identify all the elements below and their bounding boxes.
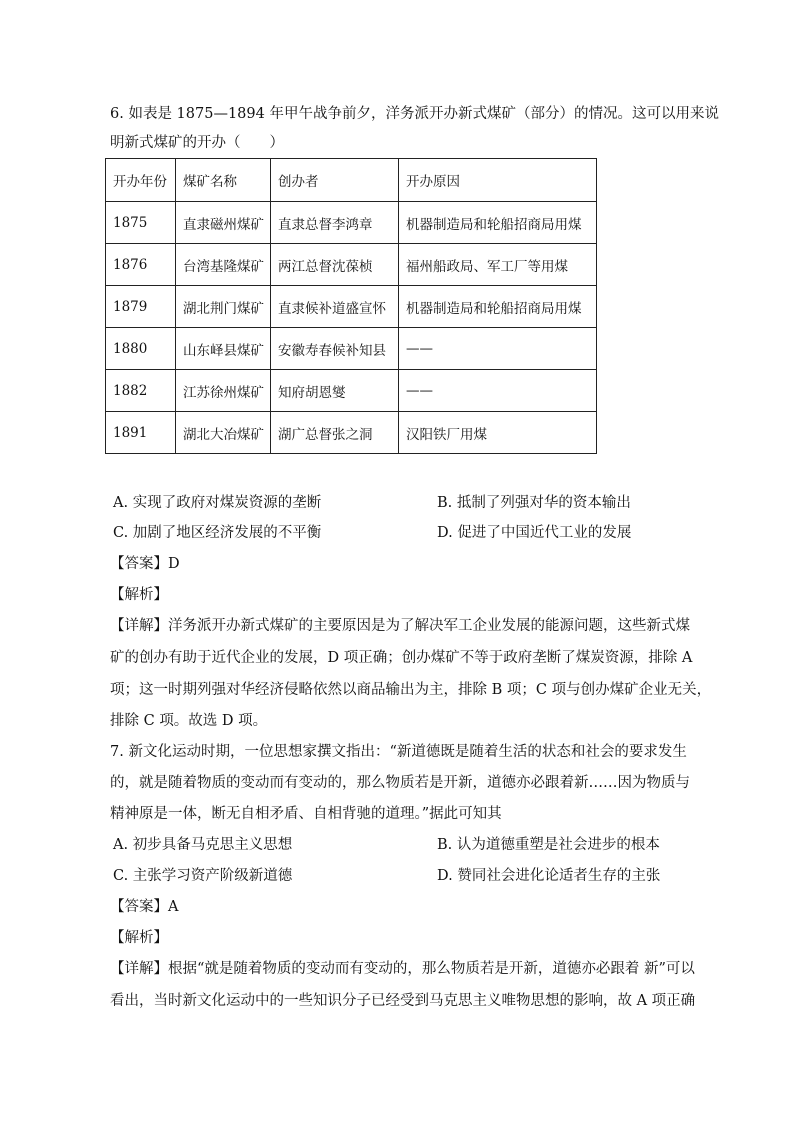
table-cell: 江苏徐州煤矿 bbox=[176, 370, 271, 412]
q6-answer: 【答案】D bbox=[110, 556, 180, 572]
table-cell: 1882 bbox=[106, 370, 176, 412]
table-cell: 1876 bbox=[106, 244, 176, 286]
table-row bbox=[106, 244, 597, 286]
table-row bbox=[106, 412, 597, 454]
table-cell: —— bbox=[399, 370, 597, 412]
q6-stem-line1: 6. 如表是 1875—1894 年甲午战争前夕，洋务派开办新式煤矿（部分）的情况。这可以用来说 bbox=[110, 106, 719, 122]
table-cell: 直隶磁州煤矿 bbox=[176, 202, 271, 244]
q7-detail-line: 看出，当时新文化运动中的一些知识分子已经受到马克思主义唯物思想的影响，故 A 项正确 bbox=[110, 993, 696, 1009]
coal-mine-table bbox=[105, 158, 597, 454]
header-year: 开办年份 bbox=[106, 159, 176, 202]
q6-detail-line: 【详解】洋务派开办新式煤矿的主要原因是为了解决军工企业发展的能源问题，这些新式煤 bbox=[110, 618, 690, 634]
header-reason: 开办原因 bbox=[399, 159, 597, 202]
table-cell: 知府胡恩燮 bbox=[271, 370, 399, 412]
q7-option-d: D. 赞同社会进化论适者生存的主张 bbox=[437, 868, 661, 884]
q7-option-c: C. 主张学习资产阶级新道德 bbox=[113, 868, 293, 884]
table-cell: 两江总督沈葆桢 bbox=[271, 244, 399, 286]
header-founder: 创办者 bbox=[271, 159, 399, 202]
q6-analysis-label: 【解析】 bbox=[110, 587, 168, 603]
table-cell: 1879 bbox=[106, 286, 176, 328]
table-row bbox=[106, 328, 597, 370]
q7-stem-line: 精神原是一体，断无自相矛盾、自相背驰的道理。”据此可知其 bbox=[110, 806, 502, 822]
table-cell: 湖北荆门煤矿 bbox=[176, 286, 271, 328]
table-cell: 1880 bbox=[106, 328, 176, 370]
table-cell: 汉阳铁厂用煤 bbox=[399, 412, 597, 454]
q6-option-d: D. 促进了中国近代工业的发展 bbox=[437, 525, 632, 541]
table-cell: —— bbox=[399, 328, 597, 370]
q6-detail-line: 排除 C 项。故选 D 项。 bbox=[110, 713, 268, 729]
table-cell: 湖北大冶煤矿 bbox=[176, 412, 271, 454]
q7-stem-line: 7. 新文化运动时期，一位思想家撰文指出：“新道德既是随着生活的状态和社会的要求发生 bbox=[110, 744, 687, 760]
table-row bbox=[106, 370, 597, 412]
q6-detail-line: 矿的创办有助于近代企业的发展，D 项正确；创办煤矿不等于政府垄断了煤炭资源，排除 A bbox=[110, 650, 693, 666]
table-cell: 安徽寿春候补知县 bbox=[271, 328, 399, 370]
table-cell: 直隶候补道盛宣怀 bbox=[271, 286, 399, 328]
table-header-row bbox=[106, 159, 597, 202]
q7-detail-line: 【详解】根据“就是随着物质的变动而有变动的，那么物质若是开新，道德亦必跟着 新”可以 bbox=[110, 961, 695, 977]
table-row bbox=[106, 202, 597, 244]
table-cell: 1891 bbox=[106, 412, 176, 454]
table-cell: 台湾基隆煤矿 bbox=[176, 244, 271, 286]
table-cell: 山东峄县煤矿 bbox=[176, 328, 271, 370]
table-cell: 湖广总督张之洞 bbox=[271, 412, 399, 454]
q6-option-a: A. 实现了政府对煤炭资源的垄断 bbox=[113, 495, 322, 511]
table-cell: 1875 bbox=[106, 202, 176, 244]
q7-answer: 【答案】A bbox=[110, 899, 179, 915]
header-mine-name: 煤矿名称 bbox=[176, 159, 271, 202]
q6-option-b: B. 抵制了列强对华的资本输出 bbox=[437, 495, 631, 511]
table-cell: 机器制造局和轮船招商局用煤 bbox=[399, 202, 597, 244]
table-cell: 直隶总督李鸿章 bbox=[271, 202, 399, 244]
q6-detail-line: 项；这一时期列强对华经济侵略依然以商品输出为主，排除 B 项；C 项与创办煤矿企业无关， bbox=[110, 682, 712, 698]
q6-option-c: C. 加剧了地区经济发展的不平衡 bbox=[113, 525, 322, 541]
q6-stem-line2: 明新式煤矿的开办（ ） bbox=[110, 135, 284, 151]
table-row bbox=[106, 286, 597, 328]
q7-option-b: B. 认为道德重塑是社会进步的根本 bbox=[437, 837, 660, 853]
q7-option-a: A. 初步具备马克思主义思想 bbox=[113, 837, 293, 853]
q7-stem-line: 的，就是随着物质的变动而有变动的，那么物质若是开新，道德亦必跟着新……因为物质与 bbox=[110, 775, 690, 791]
table-cell: 机器制造局和轮船招商局用煤 bbox=[399, 286, 597, 328]
q7-analysis-label: 【解析】 bbox=[110, 930, 168, 946]
table-cell: 福州船政局、军工厂等用煤 bbox=[399, 244, 597, 286]
